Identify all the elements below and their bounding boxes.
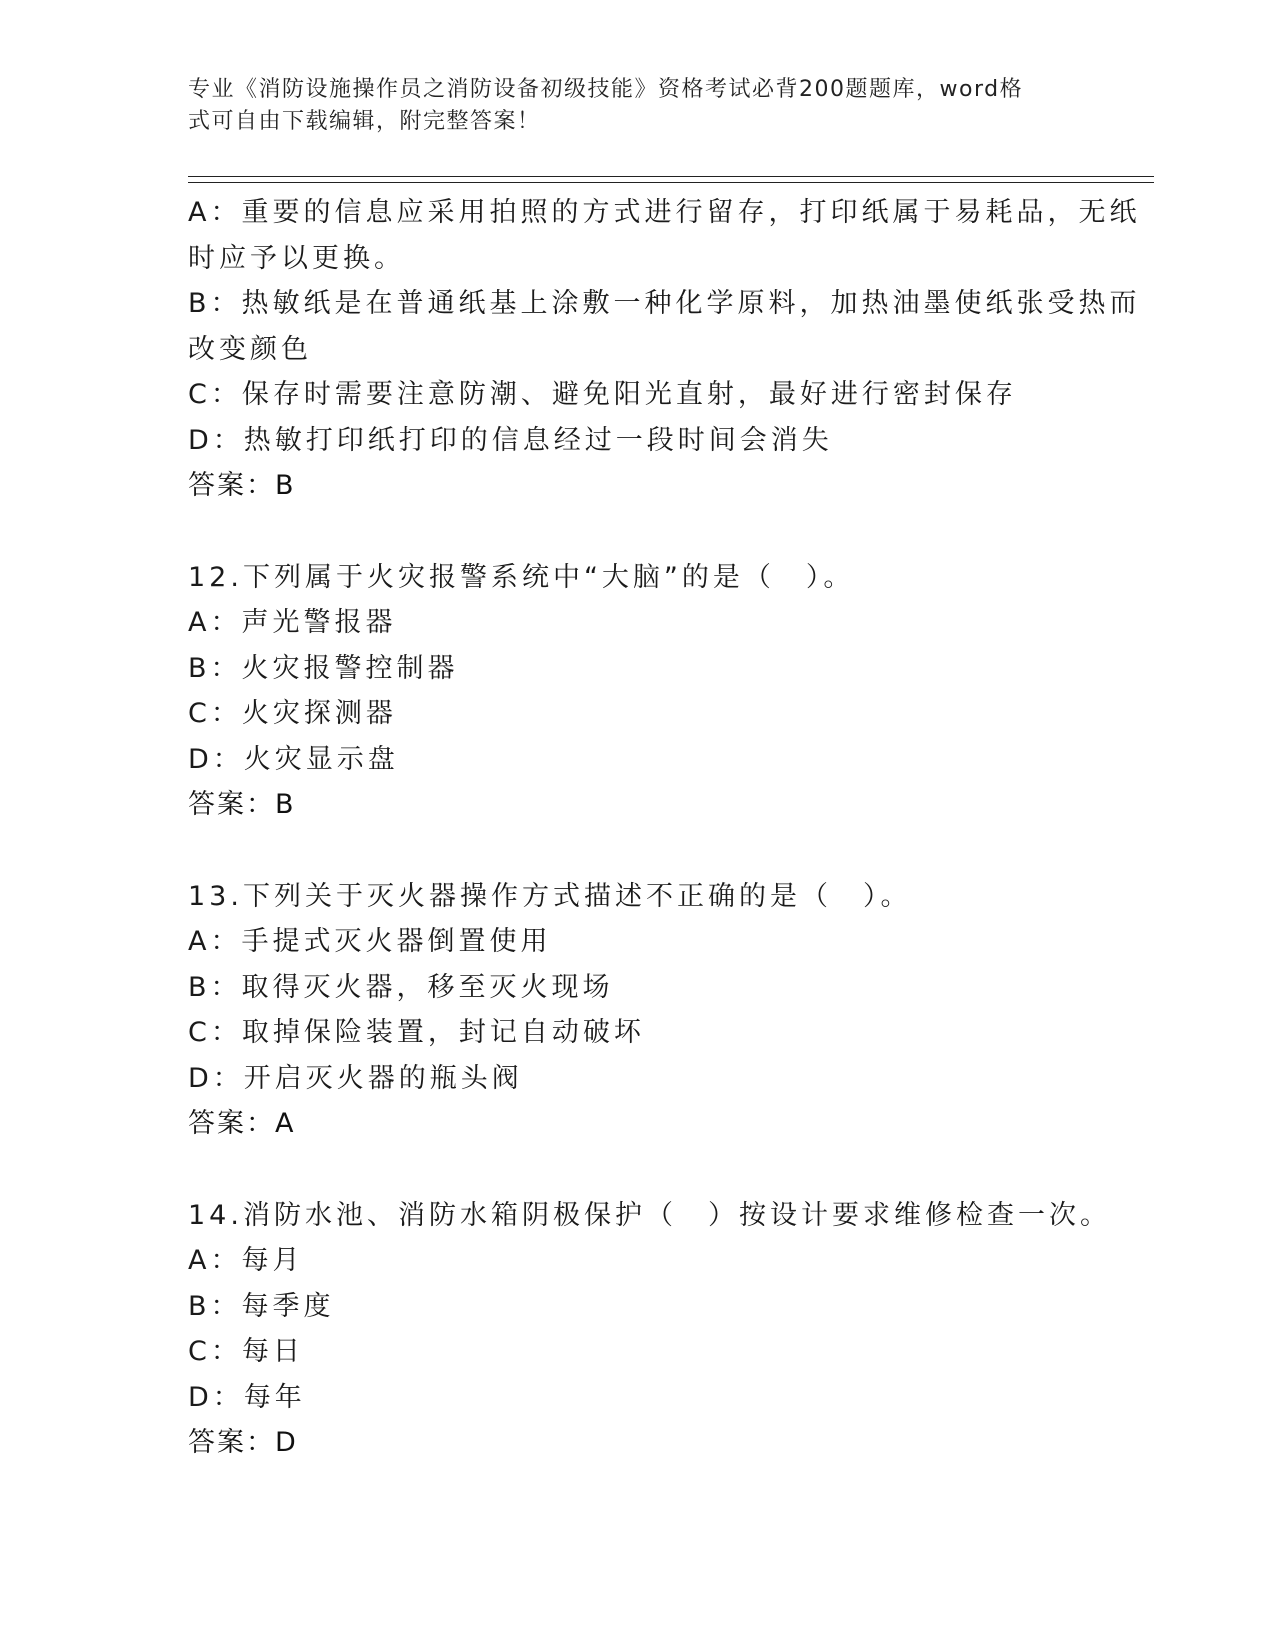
option-c: C：火灾探测器	[188, 698, 397, 729]
question-14	[188, 1193, 1128, 1466]
header-line-2: 式可自由下载编辑，附完整答案！	[188, 109, 541, 134]
answer: 答案：B	[188, 470, 296, 501]
option-a: A：声光警报器	[188, 607, 397, 638]
question-12	[188, 555, 1128, 828]
question-stem: 14.消防水池、消防水箱阴极保护（ ）按设计要求维修检查一次。	[188, 1199, 1111, 1231]
header-line-1: 专业《消防设施操作员之消防设备初级技能》资格考试必背200题题库，word格	[188, 77, 1024, 102]
option-a: A：重要的信息应采用拍照的方式进行留存，打印纸属于易耗品，无纸	[188, 197, 1141, 228]
option-a: A：手提式灭火器倒置使用	[188, 926, 552, 957]
option-d: D：火灾显示盘	[188, 743, 399, 775]
option-a: A：每月	[188, 1245, 304, 1276]
question-13	[188, 874, 1128, 1147]
option-c: C：保存时需要注意防潮、避免阳光直射，最好进行密封保存	[188, 379, 1017, 410]
answer: 答案：A	[188, 1108, 296, 1139]
option-b-continued: 改变颜色	[188, 333, 312, 365]
option-b: B：火灾报警控制器	[188, 652, 459, 684]
document-body	[188, 190, 1141, 1466]
option-d: D：每年	[188, 1381, 306, 1413]
option-a-continued: 时应予以更换。	[188, 242, 405, 274]
option-b: B：热敏纸是在普通纸基上涂敷一种化学原料，加热油墨使纸张受热而	[188, 288, 1141, 319]
header-divider-bottom	[188, 182, 1154, 183]
document-header	[188, 74, 1088, 138]
header-divider-top	[188, 176, 1154, 177]
answer: 答案：B	[188, 789, 296, 820]
option-d: D：开启灭火器的瓶头阀	[188, 1062, 523, 1094]
option-c: C：每日	[188, 1336, 304, 1367]
question-stem: 12.下列属于火灾报警系统中“大脑”的是（ ）。	[188, 561, 855, 593]
answer: 答案：D	[188, 1427, 298, 1458]
option-b: B：每季度	[188, 1290, 335, 1322]
option-b: B：取得灭火器，移至灭火现场	[188, 971, 614, 1003]
question-stem: 13.下列关于灭火器操作方式描述不正确的是（ ）。	[188, 880, 912, 912]
option-d: D：热敏打印纸打印的信息经过一段时间会消失	[188, 424, 833, 456]
option-c: C：取掉保险装置，封记自动破坏	[188, 1017, 645, 1048]
question-11-continuation	[188, 190, 1141, 509]
